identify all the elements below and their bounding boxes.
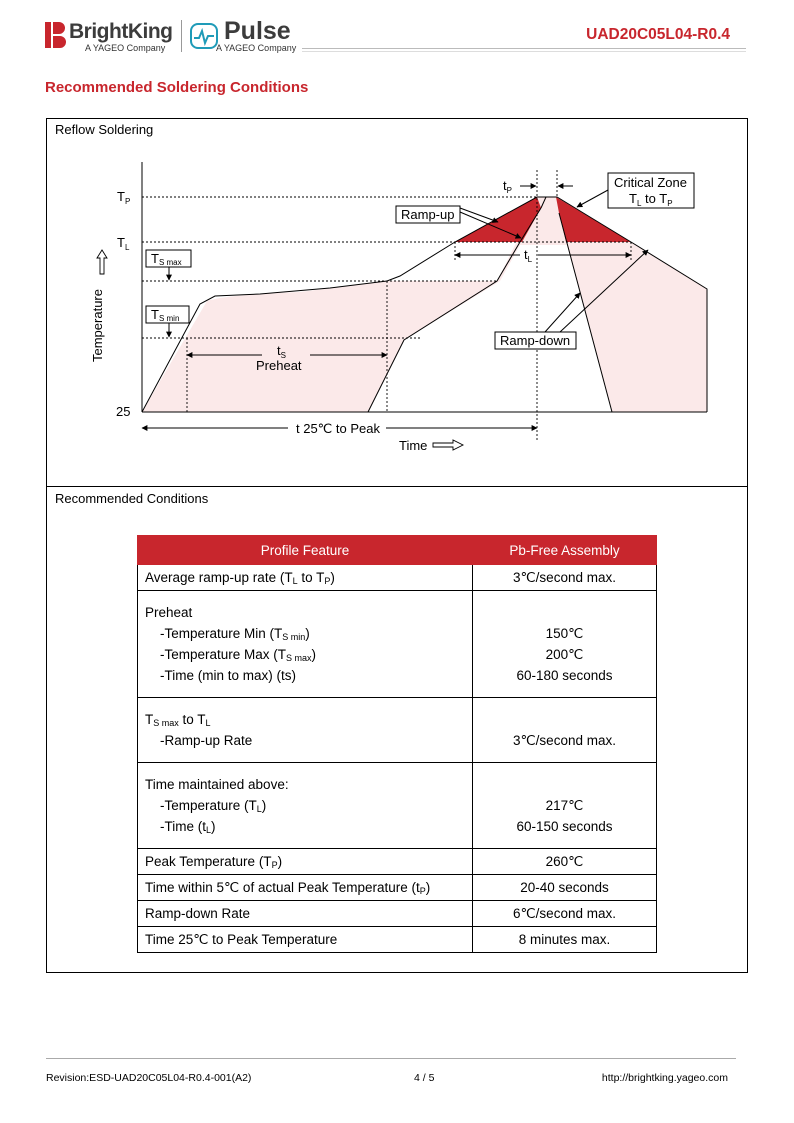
row-preheat-label: Preheat -Temperature Min $(T_{S min})$ -Temperature Max $(T_{S max})$ -Time (min to max) (ts) [138,591,473,698]
document-code: UAD20C05L04-R0.4 [586,26,730,43]
row-avg-ramp-label: Average ramp-up rate ($T_L$ to $T_P$) [138,565,473,591]
ts-label: $t_S$ [277,343,286,360]
table-header-row [138,536,657,565]
row-time-25-peak-value: 8 minutes max. [473,927,657,953]
table-row [138,927,657,953]
brightking-name: BrightKing [69,20,173,43]
temperature-arrow-icon [97,250,107,274]
table-row [138,875,657,901]
x-axis-label: Time [399,438,428,453]
row-peak-temp-label: Peak Temperature $(T_P)$ [138,849,473,875]
row-peak-temp-value: 260℃ [473,849,657,875]
footer-rule [46,1058,736,1059]
table-row [138,591,657,698]
pulse-name: Pulse [224,17,291,45]
row-tsmax-tl-label: $T_{S max}$ to $T_L$ -Ramp-up Rate [138,698,473,763]
ramp-down-arrow-1 [545,293,580,332]
conditions-table [137,535,657,953]
row-time-25-peak-label: Time 25℃ to Peak Temperature [138,927,473,953]
reflow-profile-diagram [0,0,794,480]
reflow-soldering-label: Reflow Soldering [55,122,154,137]
header-pb-free-assembly: Pb-Free Assembly [473,536,657,565]
row-ramp-down-label: Ramp-down Rate [138,901,473,927]
tp-label: $t_P$ [503,178,512,195]
y-label-tl: $T_L$ [117,235,130,252]
footer-page-number: 4 / 5 [414,1072,435,1084]
section-title: Recommended Soldering Conditions [45,79,309,96]
row-avg-ramp-value: 3℃/second max. [473,565,657,591]
row-time-above-label: Time maintained above: -Temperature $(T_L)$ -Time $(t_L)$ [138,763,473,849]
ts-min-label: TS min [151,307,180,323]
y-axis-label: Temperature [90,289,105,362]
row-time-within-peak-label: Time within 5℃ of actual Peak Temperature $(t_P)$ [138,875,473,901]
row-ramp-down-value: 6℃/second max. [473,901,657,927]
row-preheat-values: 150℃ 200℃ 60-180 seconds [473,591,657,698]
ramp-up-label: Ramp-up [401,207,455,222]
row-time-within-peak-value: 20-40 seconds [473,875,657,901]
table-row [138,698,657,763]
table-row [138,763,657,849]
table-row [138,901,657,927]
frame-divider [46,486,747,487]
footer-url: http://brightking.yageo.com [601,1072,728,1084]
row-tsmax-tl-value: 3℃/second max. [473,698,657,763]
header-profile-feature: Profile Feature [138,536,473,565]
t25-to-peak-label: t 25℃ to Peak [296,421,380,436]
critical-zone-arrow [577,190,608,207]
ts-max-label: TS max [151,251,182,267]
critical-zone-label-1: Critical Zone [614,175,687,190]
tl-label: $t_L$ [524,247,533,264]
row-time-above-values: 217℃ 60-150 seconds [473,763,657,849]
pulse-subtitle: A YAGEO Company [216,43,297,53]
footer-revision: Revision:ESD-UAD20C05L04-R0.4-001(A2) [46,1072,252,1084]
table-row [138,849,657,875]
critical-zone-label-2: $T_L$ to $T_P$ [629,191,673,208]
reflow-profile-fill [142,197,707,412]
brightking-subtitle: A YAGEO Company [85,43,166,53]
time-arrow-icon [433,440,463,450]
y-label-tp: $T_P$ [117,189,131,206]
recommended-conditions-label: Recommended Conditions [55,491,209,506]
preheat-label: Preheat [256,358,302,373]
table-row [138,565,657,591]
ramp-down-label: Ramp-down [500,333,571,348]
y-label-25: 25 [116,404,131,419]
